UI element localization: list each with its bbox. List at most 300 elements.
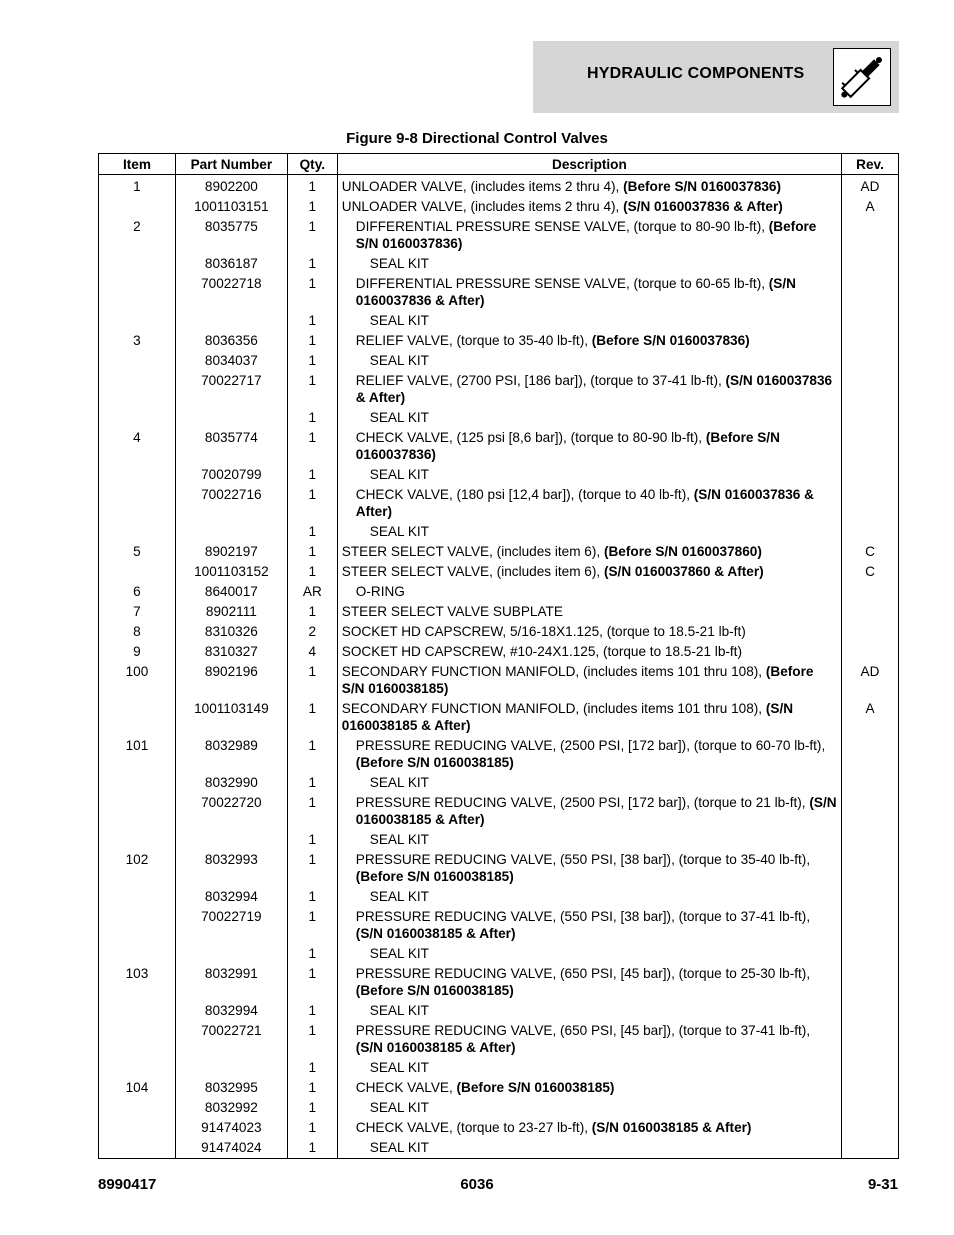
description-text: STEER SELECT VALVE, (includes item 6), <box>341 564 604 579</box>
item-cell <box>99 561 176 581</box>
part-number-cell: 8640017 <box>175 581 287 601</box>
table-row <box>99 350 899 370</box>
description-text: SOCKET HD CAPSCREW, #10-24X1.125, (torque to 18.5-21 lb-ft) <box>341 644 742 659</box>
description-text: SEAL KIT <box>369 1060 429 1075</box>
item-cell <box>99 698 176 735</box>
rev-cell <box>842 1077 899 1097</box>
description-text: SECONDARY FUNCTION MANIFOLD, (includes items 101 thru 108), <box>341 701 766 716</box>
qty-cell: 1 <box>287 253 337 273</box>
footer-document-number: 8990417 <box>98 1176 157 1193</box>
part-number-cell: 70022720 <box>175 792 287 829</box>
qty-cell: 1 <box>287 1117 337 1137</box>
description-cell <box>337 661 841 698</box>
rev-cell <box>842 253 899 273</box>
table-row <box>99 735 899 772</box>
description-cell <box>337 963 841 1000</box>
part-number-cell: 1001103149 <box>175 698 287 735</box>
description-text: PRESSURE REDUCING VALVE, (2500 PSI, [172 bar]), (torque to 60-70 lb-ft), <box>355 738 826 753</box>
table-row <box>99 427 899 464</box>
description-text: PRESSURE REDUCING VALVE, (550 PSI, [38 bar]), (torque to 35-40 lb-ft), <box>355 852 811 867</box>
table-row <box>99 464 899 484</box>
rev-cell <box>842 963 899 1000</box>
item-cell <box>99 370 176 407</box>
part-number-cell: 70022717 <box>175 370 287 407</box>
item-cell: 8 <box>99 621 176 641</box>
description-text: RELIEF VALVE, (2700 PSI, [186 bar]), (torque to 37-41 lb-ft), <box>355 373 726 388</box>
part-number-cell: 8310326 <box>175 621 287 641</box>
qty-cell: 1 <box>287 216 337 253</box>
part-number-cell: 1001103152 <box>175 561 287 581</box>
description-cell <box>337 175 841 197</box>
qty-cell: 1 <box>287 350 337 370</box>
part-number-cell: 8032993 <box>175 849 287 886</box>
qty-cell: 1 <box>287 1137 337 1159</box>
rev-cell: A <box>842 196 899 216</box>
description-text: SEAL KIT <box>369 524 429 539</box>
column-header-description: Description <box>337 154 841 175</box>
description-cell <box>337 1137 841 1159</box>
rev-cell <box>842 273 899 310</box>
qty-cell: 1 <box>287 541 337 561</box>
qty-cell: 1 <box>287 886 337 906</box>
rev-cell <box>842 330 899 350</box>
serial-range-text: (Before S/N 0160038185) <box>341 664 814 696</box>
description-cell <box>337 735 841 772</box>
serial-range-text: (S/N 0160037836 & After) <box>355 373 833 405</box>
table-row <box>99 1097 899 1117</box>
rev-cell <box>842 906 899 943</box>
item-cell: 100 <box>99 661 176 698</box>
description-cell <box>337 484 841 521</box>
description-cell <box>337 849 841 886</box>
part-number-cell: 70022721 <box>175 1020 287 1057</box>
table-row <box>99 1077 899 1097</box>
item-cell: 7 <box>99 601 176 621</box>
description-text: SEAL KIT <box>369 1140 429 1155</box>
qty-cell: 1 <box>287 601 337 621</box>
column-header-part-number: Part Number <box>175 154 287 175</box>
qty-cell: 1 <box>287 196 337 216</box>
description-cell <box>337 521 841 541</box>
part-number-cell: 8902196 <box>175 661 287 698</box>
rev-cell <box>842 581 899 601</box>
rev-cell <box>842 350 899 370</box>
qty-cell: AR <box>287 581 337 601</box>
rev-cell <box>842 427 899 464</box>
description-text: SEAL KIT <box>369 256 429 271</box>
item-cell <box>99 1000 176 1020</box>
qty-cell: 1 <box>287 906 337 943</box>
description-text: SECONDARY FUNCTION MANIFOLD, (includes items 101 thru 108), <box>341 664 766 679</box>
serial-range-text: (S/N 0160038185 & After) <box>591 1120 752 1135</box>
table-row <box>99 370 899 407</box>
part-number-cell: 8032991 <box>175 963 287 1000</box>
rev-cell <box>842 216 899 253</box>
description-cell <box>337 330 841 350</box>
footer-model: 6036 <box>460 1176 494 1193</box>
hydraulic-cylinder-icon <box>833 48 891 106</box>
table-row <box>99 1137 899 1159</box>
description-text: O-RING <box>355 584 405 599</box>
table-row <box>99 521 899 541</box>
table-row <box>99 1020 899 1057</box>
part-number-cell: 8032995 <box>175 1077 287 1097</box>
part-number-cell <box>175 521 287 541</box>
part-number-cell: 8032990 <box>175 772 287 792</box>
qty-cell: 1 <box>287 698 337 735</box>
part-number-cell: 8902111 <box>175 601 287 621</box>
description-text: SEAL KIT <box>369 353 429 368</box>
item-cell <box>99 1057 176 1077</box>
item-cell: 9 <box>99 641 176 661</box>
rev-cell <box>842 849 899 886</box>
description-cell <box>337 561 841 581</box>
part-number-cell: 8902200 <box>175 175 287 197</box>
item-cell <box>99 464 176 484</box>
table-row <box>99 792 899 829</box>
description-cell <box>337 1097 841 1117</box>
part-number-cell: 8036187 <box>175 253 287 273</box>
description-cell <box>337 427 841 464</box>
table-row <box>99 1117 899 1137</box>
part-number-cell: 8034037 <box>175 350 287 370</box>
item-cell <box>99 906 176 943</box>
rev-cell <box>842 943 899 963</box>
parts-table <box>98 153 899 1159</box>
rev-cell <box>842 484 899 521</box>
description-cell <box>337 541 841 561</box>
description-cell <box>337 370 841 407</box>
qty-cell: 2 <box>287 621 337 641</box>
part-number-cell: 70022719 <box>175 906 287 943</box>
qty-cell: 1 <box>287 772 337 792</box>
part-number-cell: 91474023 <box>175 1117 287 1137</box>
description-cell <box>337 698 841 735</box>
qty-cell: 1 <box>287 792 337 829</box>
rev-cell <box>842 829 899 849</box>
description-text: SEAL KIT <box>369 946 429 961</box>
qty-cell: 1 <box>287 521 337 541</box>
table-row <box>99 849 899 886</box>
description-cell <box>337 641 841 661</box>
item-cell <box>99 521 176 541</box>
serial-range-text: (Before S/N 0160037836) <box>623 179 782 194</box>
item-cell: 3 <box>99 330 176 350</box>
table-row <box>99 661 899 698</box>
description-cell <box>337 772 841 792</box>
description-text: SEAL KIT <box>369 832 429 847</box>
qty-cell: 1 <box>287 661 337 698</box>
section-title: HYDRAULIC COMPONENTS <box>587 65 805 82</box>
serial-range-text: (S/N 0160038185 & After) <box>355 926 516 941</box>
table-row <box>99 943 899 963</box>
rev-cell <box>842 464 899 484</box>
column-header-item: Item <box>99 154 176 175</box>
serial-range-text: (Before S/N 0160038185) <box>355 869 514 884</box>
description-text: RELIEF VALVE, (torque to 35-40 lb-ft), <box>355 333 592 348</box>
item-cell: 4 <box>99 427 176 464</box>
table-row <box>99 906 899 943</box>
qty-cell: 1 <box>287 943 337 963</box>
part-number-cell: 8032992 <box>175 1097 287 1117</box>
description-text: SEAL KIT <box>369 467 429 482</box>
description-cell <box>337 886 841 906</box>
table-row <box>99 253 899 273</box>
serial-range-text: (S/N 0160037836 & After) <box>623 199 783 214</box>
part-number-cell: 1001103151 <box>175 196 287 216</box>
description-cell <box>337 310 841 330</box>
description-cell <box>337 1057 841 1077</box>
description-cell <box>337 407 841 427</box>
item-cell: 1 <box>99 175 176 197</box>
description-text: DIFFERENTIAL PRESSURE SENSE VALVE, (torque to 80-90 lb-ft), <box>355 219 769 234</box>
table-row <box>99 601 899 621</box>
part-number-cell: 70022718 <box>175 273 287 310</box>
qty-cell: 1 <box>287 1000 337 1020</box>
rev-cell <box>842 772 899 792</box>
table-row <box>99 621 899 641</box>
part-number-cell: 70020799 <box>175 464 287 484</box>
qty-cell: 1 <box>287 330 337 350</box>
description-cell <box>337 1000 841 1020</box>
item-cell <box>99 310 176 330</box>
rev-cell <box>842 641 899 661</box>
table-row <box>99 698 899 735</box>
serial-range-text: (S/N 0160037836 & After) <box>355 276 796 308</box>
description-cell <box>337 216 841 253</box>
description-text: SEAL KIT <box>369 1100 429 1115</box>
part-number-cell <box>175 310 287 330</box>
description-cell <box>337 350 841 370</box>
table-row <box>99 641 899 661</box>
table-row <box>99 484 899 521</box>
description-cell <box>337 1117 841 1137</box>
table-row <box>99 175 899 197</box>
table-row <box>99 963 899 1000</box>
item-cell <box>99 1117 176 1137</box>
qty-cell: 4 <box>287 641 337 661</box>
item-cell <box>99 407 176 427</box>
part-number-cell <box>175 943 287 963</box>
serial-range-text: (Before S/N 0160037836) <box>355 219 817 251</box>
item-cell <box>99 273 176 310</box>
item-cell: 103 <box>99 963 176 1000</box>
item-cell: 5 <box>99 541 176 561</box>
item-cell: 101 <box>99 735 176 772</box>
description-text: CHECK VALVE, <box>355 1080 457 1095</box>
rev-cell <box>842 621 899 641</box>
rev-cell <box>842 1000 899 1020</box>
qty-cell: 1 <box>287 829 337 849</box>
qty-cell: 1 <box>287 849 337 886</box>
table-row <box>99 1057 899 1077</box>
rev-cell: AD <box>842 175 899 197</box>
description-text: CHECK VALVE, (180 psi [12,4 bar]), (torque to 40 lb-ft), <box>355 487 694 502</box>
table-row <box>99 886 899 906</box>
description-text: STEER SELECT VALVE SUBPLATE <box>341 604 563 619</box>
description-text: CHECK VALVE, (torque to 23-27 lb-ft), <box>355 1120 592 1135</box>
part-number-cell: 8032989 <box>175 735 287 772</box>
serial-range-text: (Before S/N 0160038185) <box>355 755 514 770</box>
rev-cell: C <box>842 541 899 561</box>
description-text: SEAL KIT <box>369 1003 429 1018</box>
part-number-cell: 70022716 <box>175 484 287 521</box>
description-cell <box>337 196 841 216</box>
item-cell <box>99 772 176 792</box>
part-number-cell: 91474024 <box>175 1137 287 1159</box>
table-row <box>99 541 899 561</box>
description-cell <box>337 829 841 849</box>
table-row <box>99 273 899 310</box>
description-text: SEAL KIT <box>369 313 429 328</box>
serial-range-text: (S/N 0160037836 & After) <box>355 487 814 519</box>
part-number-cell: 8032994 <box>175 886 287 906</box>
description-text: SEAL KIT <box>369 889 429 904</box>
description-cell <box>337 906 841 943</box>
qty-cell: 1 <box>287 1097 337 1117</box>
table-row <box>99 216 899 253</box>
parts-table-body <box>99 175 899 1159</box>
qty-cell: 1 <box>287 963 337 1000</box>
rev-cell <box>842 310 899 330</box>
part-number-cell: 8036356 <box>175 330 287 350</box>
table-row <box>99 310 899 330</box>
description-cell <box>337 601 841 621</box>
item-cell: 2 <box>99 216 176 253</box>
description-text: STEER SELECT VALVE, (includes item 6), <box>341 544 604 559</box>
qty-cell: 1 <box>287 175 337 197</box>
serial-range-text: (Before S/N 0160037836) <box>591 333 750 348</box>
description-cell <box>337 273 841 310</box>
qty-cell: 1 <box>287 407 337 427</box>
table-row <box>99 772 899 792</box>
qty-cell: 1 <box>287 273 337 310</box>
part-number-cell <box>175 407 287 427</box>
description-text: PRESSURE REDUCING VALVE, (650 PSI, [45 bar]), (torque to 37-41 lb-ft), <box>355 1023 811 1038</box>
rev-cell: A <box>842 698 899 735</box>
table-row <box>99 561 899 581</box>
item-cell <box>99 196 176 216</box>
item-cell <box>99 1137 176 1159</box>
rev-cell <box>842 407 899 427</box>
qty-cell: 1 <box>287 735 337 772</box>
description-text: PRESSURE REDUCING VALVE, (2500 PSI, [172 bar]), (torque to 21 lb-ft), <box>355 795 810 810</box>
table-row <box>99 829 899 849</box>
qty-cell: 1 <box>287 561 337 581</box>
rev-cell <box>842 370 899 407</box>
qty-cell: 1 <box>287 464 337 484</box>
item-cell: 104 <box>99 1077 176 1097</box>
table-row <box>99 1000 899 1020</box>
item-cell: 6 <box>99 581 176 601</box>
item-cell <box>99 943 176 963</box>
column-header-rev: Rev. <box>842 154 899 175</box>
part-number-cell: 8310327 <box>175 641 287 661</box>
serial-range-text: (Before S/N 0160037860) <box>603 544 762 559</box>
description-text: CHECK VALVE, (125 psi [8,6 bar]), (torque to 80-90 lb-ft), <box>355 430 706 445</box>
item-cell <box>99 350 176 370</box>
serial-range-text: (S/N 0160038185 & After) <box>355 795 837 827</box>
serial-range-text: (S/N 0160038185 & After) <box>341 701 794 733</box>
description-text: UNLOADER VALVE, (includes items 2 thru 4), <box>341 179 624 194</box>
rev-cell: AD <box>842 661 899 698</box>
qty-cell: 1 <box>287 310 337 330</box>
table-row <box>99 581 899 601</box>
description-text: PRESSURE REDUCING VALVE, (550 PSI, [38 bar]), (torque to 37-41 lb-ft), <box>355 909 811 924</box>
description-text: UNLOADER VALVE, (includes items 2 thru 4), <box>341 199 624 214</box>
item-cell <box>99 253 176 273</box>
item-cell: 102 <box>99 849 176 886</box>
description-cell <box>337 621 841 641</box>
column-header-qty: Qty. <box>287 154 337 175</box>
description-text: SEAL KIT <box>369 775 429 790</box>
rev-cell <box>842 521 899 541</box>
description-cell <box>337 943 841 963</box>
table-row <box>99 407 899 427</box>
qty-cell: 1 <box>287 1077 337 1097</box>
rev-cell <box>842 792 899 829</box>
footer-page-number: 9-31 <box>867 1176 898 1193</box>
serial-range-text: (Before S/N 0160037836) <box>355 430 780 462</box>
rev-cell <box>842 735 899 772</box>
part-number-cell: 8035774 <box>175 427 287 464</box>
part-number-cell: 8035775 <box>175 216 287 253</box>
rev-cell <box>842 1020 899 1057</box>
rev-cell: C <box>842 561 899 581</box>
serial-range-text: (Before S/N 0160038185) <box>456 1080 615 1095</box>
serial-range-text: (S/N 0160038185 & After) <box>355 1040 516 1055</box>
serial-range-text: (S/N 0160037860 & After) <box>603 564 764 579</box>
description-cell <box>337 581 841 601</box>
part-number-cell <box>175 829 287 849</box>
rev-cell <box>842 601 899 621</box>
qty-cell: 1 <box>287 370 337 407</box>
qty-cell: 1 <box>287 1020 337 1057</box>
table-header-row <box>99 154 899 175</box>
rev-cell <box>842 886 899 906</box>
qty-cell: 1 <box>287 1057 337 1077</box>
description-text: SEAL KIT <box>369 410 429 425</box>
rev-cell <box>842 1117 899 1137</box>
rev-cell <box>842 1097 899 1117</box>
qty-cell: 1 <box>287 427 337 464</box>
rev-cell <box>842 1137 899 1159</box>
part-number-cell <box>175 1057 287 1077</box>
description-text: PRESSURE REDUCING VALVE, (650 PSI, [45 bar]), (torque to 25-30 lb-ft), <box>355 966 811 981</box>
description-cell <box>337 1077 841 1097</box>
qty-cell: 1 <box>287 484 337 521</box>
table-row <box>99 330 899 350</box>
part-number-cell: 8902197 <box>175 541 287 561</box>
item-cell <box>99 792 176 829</box>
description-cell <box>337 464 841 484</box>
rev-cell <box>842 1057 899 1077</box>
description-cell <box>337 1020 841 1057</box>
table-row <box>99 196 899 216</box>
part-number-cell: 8032994 <box>175 1000 287 1020</box>
item-cell <box>99 886 176 906</box>
description-cell <box>337 253 841 273</box>
description-cell <box>337 792 841 829</box>
description-text: DIFFERENTIAL PRESSURE SENSE VALVE, (torque to 60-65 lb-ft), <box>355 276 769 291</box>
serial-range-text: (Before S/N 0160038185) <box>355 983 514 998</box>
item-cell <box>99 829 176 849</box>
item-cell <box>99 484 176 521</box>
description-text: SOCKET HD CAPSCREW, 5/16-18X1.125, (torque to 18.5-21 lb-ft) <box>341 624 746 639</box>
item-cell <box>99 1097 176 1117</box>
item-cell <box>99 1020 176 1057</box>
figure-title: Figure 9-8 Directional Control Valves <box>346 130 608 147</box>
